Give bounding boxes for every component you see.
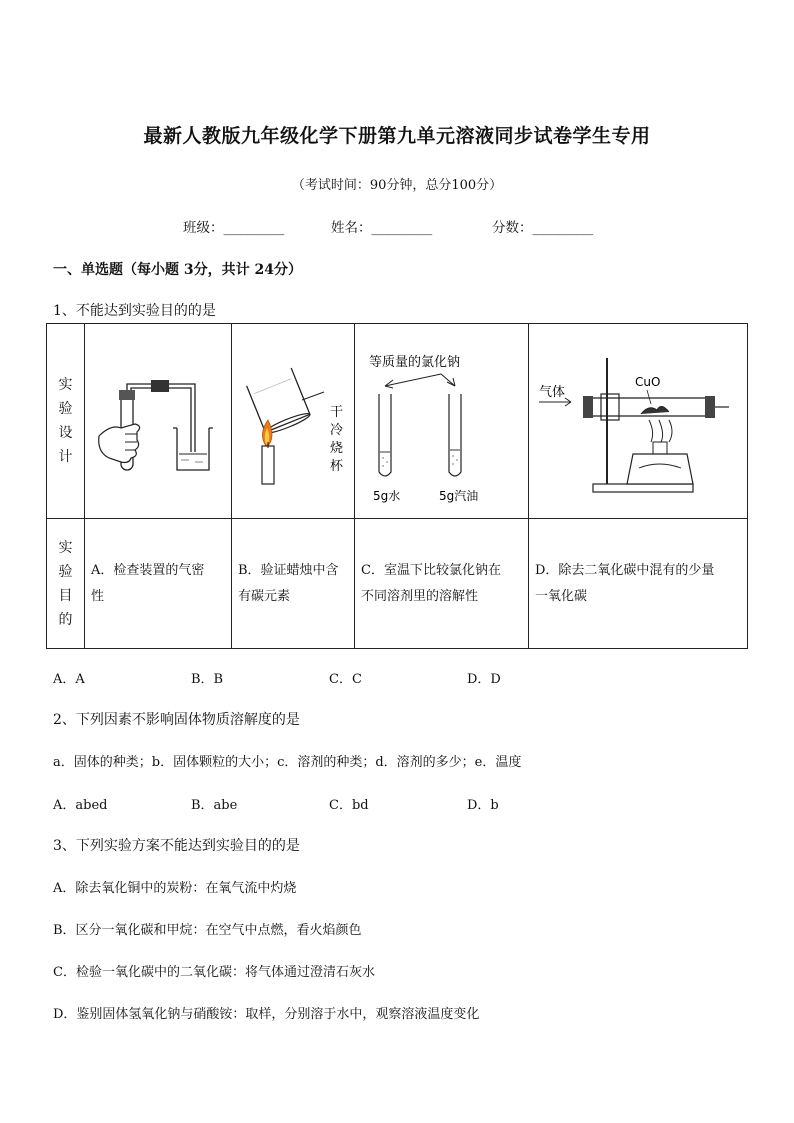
q2-option-c[interactable]: C．bd xyxy=(329,798,369,813)
q1-option-d[interactable]: D．D xyxy=(467,672,501,687)
purpose-b: B．验证蜡烛中含 有碳元素 xyxy=(232,519,355,649)
experiment-table xyxy=(46,323,748,649)
q3-option-d[interactable]: D．鉴别固体氢氧化钠与硝酸铵：取样，分别溶于水中，观察溶液温度变化 xyxy=(53,1007,480,1022)
section-heading: 一、单选题（每小题 3分，共计 24分） xyxy=(53,262,302,278)
exam-info: （考试时间：90分钟，总分100分） xyxy=(291,178,503,193)
purpose-a: A．检查装置的气密 性 xyxy=(85,519,232,649)
airtightness-apparatus-icon xyxy=(85,324,231,514)
question-3-stem: 3、下列实验方案不能达到实验目的的是 xyxy=(53,838,300,854)
candle-cold-beaker-icon xyxy=(232,324,354,514)
svg-text:冷: 冷 xyxy=(330,423,344,438)
q1-option-a[interactable]: A．A xyxy=(53,672,85,687)
svg-text:CuO: CuO xyxy=(635,375,661,389)
apparatus-c xyxy=(355,324,529,519)
page-title: 最新人教版九年级化学下册第九单元溶液同步试卷学生专用 xyxy=(143,125,651,147)
class-field: 班级：_________ xyxy=(183,220,285,236)
q2-option-d[interactable]: D．b xyxy=(467,798,499,813)
question-2-stem: 2、下列因素不影响固体物质溶解度的是 xyxy=(53,712,300,728)
svg-text:烧: 烧 xyxy=(330,441,344,456)
cuo-reduction-apparatus-icon xyxy=(529,324,747,514)
apparatus-d xyxy=(529,324,748,519)
row-head-design: 实 验 设 计 xyxy=(47,324,85,519)
q1-option-b[interactable]: B．B xyxy=(191,672,224,687)
q1-option-c[interactable]: C．C xyxy=(329,672,362,687)
q3-option-c[interactable]: C．检验一氧化碳中的二氧化碳：将气体通过澄清石灰水 xyxy=(53,965,375,980)
name-field: 姓名：_________ xyxy=(331,220,433,236)
row-head-purpose: 实 验 目 的 xyxy=(47,519,85,649)
question-2-factors: a．固体的种类；b．固体颗粒的大小；c．溶剂的种类；d．溶剂的多少；e．温度 xyxy=(53,755,522,770)
svg-text:5g汽油: 5g汽油 xyxy=(439,489,479,503)
apparatus-b xyxy=(232,324,355,519)
svg-text:干: 干 xyxy=(330,405,344,420)
q2-option-b[interactable]: B．abe xyxy=(191,798,238,813)
svg-text:杯: 杯 xyxy=(330,459,344,474)
svg-text:等质量的氯化钠: 等质量的氯化钠 xyxy=(369,355,461,370)
q3-option-a[interactable]: A．除去氧化铜中的炭粉：在氧气流中灼烧 xyxy=(53,881,297,896)
solubility-tubes-icon xyxy=(355,324,528,514)
q3-option-b[interactable]: B．区分一氧化碳和甲烷：在空气中点燃，看火焰颜色 xyxy=(53,923,362,938)
question-1-stem: 1、不能达到实验目的的是 xyxy=(53,303,216,319)
svg-text:5g水: 5g水 xyxy=(373,489,401,503)
score-field: 分数：_________ xyxy=(492,220,594,236)
purpose-d: D．除去二氧化碳中混有的少量 一氧化碳 xyxy=(529,519,748,649)
purpose-c: C．室温下比较氯化钠在 不同溶剂里的溶解性 xyxy=(355,519,529,649)
apparatus-a xyxy=(85,324,232,519)
q2-option-a[interactable]: A．abed xyxy=(53,798,108,813)
svg-text:气体: 气体 xyxy=(539,385,566,400)
